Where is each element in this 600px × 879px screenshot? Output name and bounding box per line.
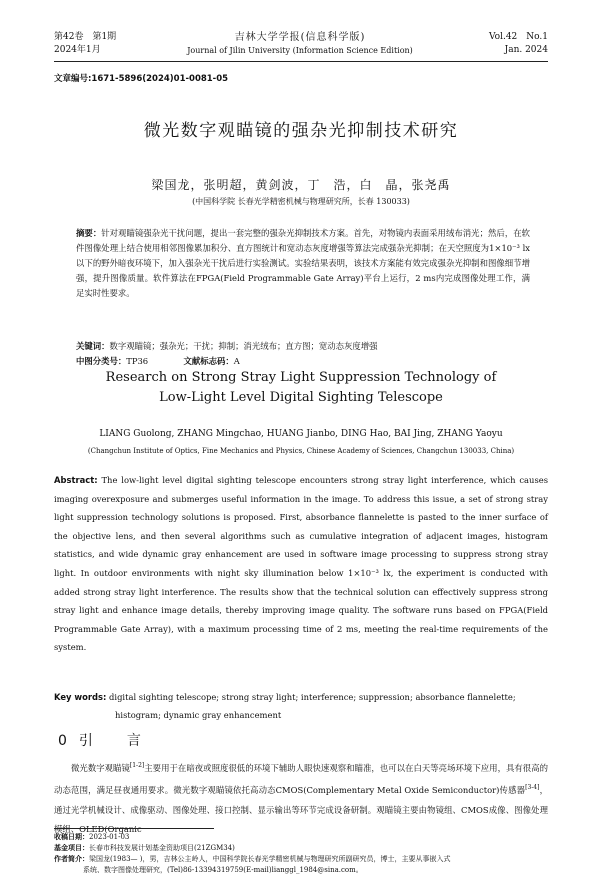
keywords-en-label: Key words: bbox=[54, 692, 107, 702]
clc-label: 中图分类号： bbox=[76, 356, 127, 366]
title-en-line1: Research on Strong Stray Light Suppression Technology of bbox=[105, 370, 497, 385]
volume-cn: 第42卷 第1期 bbox=[54, 32, 117, 42]
date-cn: 2024年1月 bbox=[54, 45, 101, 55]
citation-2: [3-4] bbox=[525, 784, 540, 792]
abstract-cn-label: 摘要： bbox=[76, 228, 102, 238]
header-center bbox=[150, 31, 450, 57]
clc-value: TP36 bbox=[126, 356, 149, 366]
title-en bbox=[54, 368, 548, 408]
title-cn: 微光数字观瞄镜的强杂光抑制技术研究 bbox=[143, 121, 459, 141]
section-number: 0 bbox=[58, 733, 79, 749]
header-right bbox=[489, 31, 548, 57]
abstract-cn bbox=[76, 226, 530, 301]
article-number: 文章编号:1671-5896(2024)01-0081-05 bbox=[54, 74, 229, 84]
footnote-received bbox=[54, 832, 548, 843]
citation-1: [1-2] bbox=[129, 762, 145, 769]
title-en-line2: Low-Light Level Digital Sighting Telescope bbox=[159, 390, 443, 405]
abstract-cn-text: 针对观瞄镜强杂光干扰问题，提出一套完整的强杂光抑制技术方案。首先，对物镜内表面采用绒布消光；然后，在软件图像处理上结合使用相邻图像累加积分、直方图统计和宽动态灰度增强等算法完成强杂光抑制；在天空照度为1×10⁻³ lx以下的野外暗夜环境下，加入强杂光干扰后进行实验测试。实验结果表明，该技术方案能有效完成强杂光抑制和图像细节增强，提升图像质量。软件算法在FPGA(Field Programmable Gate Array)平台上运行，2 ms内完成图像处理工作，满足实时性要求。 bbox=[76, 228, 531, 298]
received-date: 2023-01-03 bbox=[89, 833, 130, 841]
intro-text-2: 主要用于在暗夜或照度很低的环境下辅助人眼快速观察和瞄准，也可以在白天等亮场环境下应用，具有很高的动态范围，满足昼夜通用要求。微光数字观瞄镜依托高动态CMOS(Complementary Metal Oxide Semiconductor)传感器 bbox=[54, 762, 549, 796]
volume-en: Vol.42 No.1 bbox=[488, 32, 548, 42]
abstract-en-label: Abstract: bbox=[54, 475, 98, 485]
classification-line bbox=[76, 354, 530, 369]
section-heading bbox=[58, 730, 151, 750]
keywords-cn bbox=[76, 339, 530, 354]
abstract-en bbox=[54, 471, 548, 657]
fund-label: 基金项目： bbox=[54, 844, 89, 852]
footnote-rule bbox=[54, 828, 214, 829]
keywords-en-line1: digital sighting telescope; strong stray light; interference; suppression; absorbance flannelette; bbox=[109, 692, 516, 702]
keywords-cn-text: 数字观瞄镜；强杂光；干扰；抑制；消光绒布；直方图；宽动态灰度增强 bbox=[109, 341, 378, 351]
journal-name-en: Journal of Jilin University (Information Science Edition) bbox=[187, 46, 413, 55]
footnote-fund bbox=[54, 843, 548, 854]
abstract-en-text: The low-light level digital sighting telescope encounters strong stray light interference, which causes imaging overexposure and submerges useful information in the image. To address this issue, a set of strong stray light suppression technology solutions is proposed. First, absorbance flannelette is pasted to the inner surface of the objective lens, and then several algorithms such as cumulative integration of adjacent images, histogram statistics, and wide dynamic gray enhancement are used in software image processing to suppress strong stray light. In outdoor environments with night sky illumination below 1×10⁻³ lx, the experiment is conducted with added strong stray light interference. The results show that the technical solution can effectively suppress strong stray light and enhance image details, thereby improving image quality. The software runs based on FPGA(Field Programmable Gate Array), with a maximum processing time of 2 ms, meeting the real-time requirements of the system. bbox=[54, 475, 548, 653]
header-left bbox=[54, 31, 116, 57]
doc-code-label: 文献标志码： bbox=[183, 356, 234, 366]
affiliation-en: (Changchun Institute of Optics, Fine Mechanics and Physics, Chinese Academy of Sciences, Changchun 130033, China) bbox=[87, 447, 515, 455]
header-rule bbox=[54, 61, 548, 62]
journal-name-cn: 吉林大学学报(信息科学版) bbox=[234, 32, 366, 43]
keywords-cn-label: 关键词： bbox=[76, 341, 110, 351]
keywords-en bbox=[54, 688, 548, 724]
doc-code-value: A bbox=[233, 356, 240, 366]
fund-text: 长春市科技发展计划基金资助项目(21ZGM34) bbox=[89, 844, 235, 852]
author-bio-line1: 梁国龙(1983— )，男，吉林公主岭人，中国科学院长春光学精密机械与物理研究所副研究员，博士，主要从事嵌入式 bbox=[89, 855, 451, 863]
affiliation-cn: (中国科学院 长春光学精密机械与物理研究所，长春 130033) bbox=[192, 197, 410, 206]
authors-en: LIANG Guolong, ZHANG Mingchao, HUANG Jianbo, DING Hao, BAI Jing, ZHANG Yaoyu bbox=[99, 429, 503, 439]
intro-text-1: 微光数字观瞄镜 bbox=[71, 762, 130, 773]
authors-cn: 梁国龙，张明超，黄剑波，丁 浩，白 晶，张尧禹 bbox=[151, 178, 451, 192]
author-bio-label: 作者简介： bbox=[54, 855, 89, 863]
received-label: 收稿日期： bbox=[54, 833, 89, 841]
intro-text-3: ，通过光学机械设计、成像驱动、图像处理、接口控制、显示输出等环节完成设备研制。观瞄镜主要由物镜组、CMOS成像、图像处理模组、OLED(Organic bbox=[54, 785, 548, 835]
section-title: 引 言 bbox=[78, 733, 151, 749]
footnote-author bbox=[54, 854, 548, 875]
date-en: Jan. 2024 bbox=[504, 45, 548, 55]
author-bio-line2: 系统、数字图像处理研究，(Tel)86-13394319759(E-mail)lianggl_1984@sina.com。 bbox=[83, 865, 363, 874]
keywords-en-line2: histogram; dynamic gray enhancement bbox=[115, 710, 282, 720]
